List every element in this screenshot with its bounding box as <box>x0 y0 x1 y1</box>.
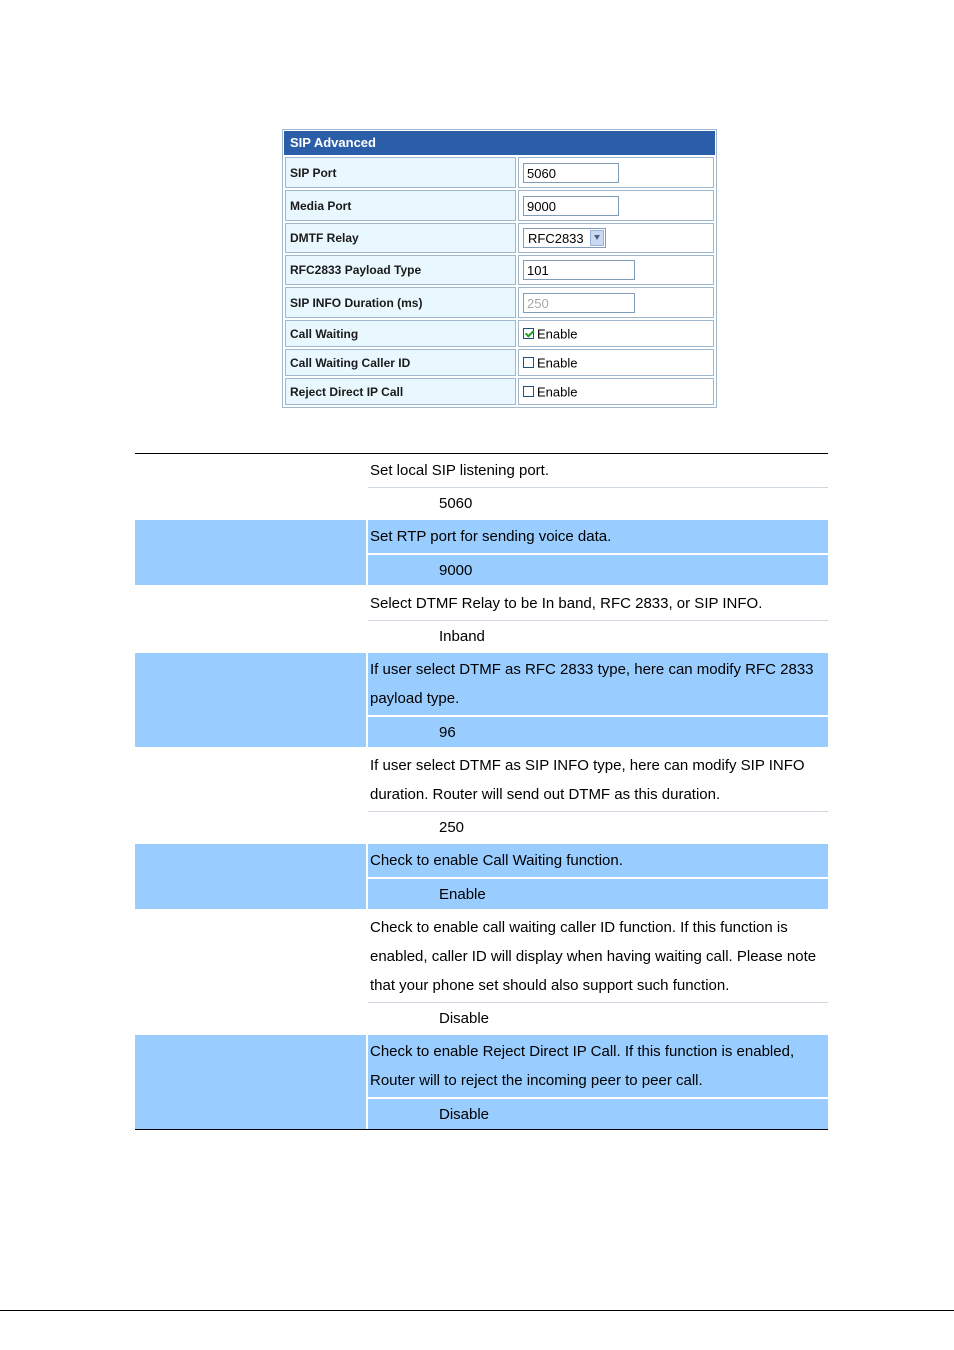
media-port-input[interactable]: 9000 <box>523 196 619 216</box>
settings-row <box>285 255 714 285</box>
desc-text: If user select DTMF as RFC 2833 type, here can modify RFC 2833 payload type. <box>368 653 828 715</box>
desc-row-dtmf-relay <box>135 585 828 651</box>
settings-row <box>285 223 714 253</box>
dtmf-relay-label: DMTF Relay <box>285 223 516 253</box>
desc-default: Disable <box>368 1002 828 1033</box>
desc-default: Disable <box>368 1097 828 1129</box>
desc-text: Check to enable Reject Direct IP Call. If this function is enabled, Router will to reject the incoming peer to peer call. <box>368 1035 828 1097</box>
settings-row <box>285 378 714 405</box>
desc-text: Set local SIP listening port. <box>370 462 549 479</box>
description-table <box>135 453 828 1130</box>
desc-row-payload-type <box>135 651 828 747</box>
payload-type-input[interactable]: 101 <box>523 260 635 280</box>
reject-ip-call-checkbox[interactable] <box>523 386 534 397</box>
call-waiting-label: Call Waiting <box>285 320 516 347</box>
desc-text: If user select DTMF as SIP INFO type, here can modify SIP INFO duration. Router will send out DTMF as this duration. <box>370 757 805 803</box>
caller-id-checkbox[interactable] <box>523 357 534 368</box>
caller-id-enable-label: Enable <box>537 355 578 371</box>
settings-row <box>285 157 714 188</box>
settings-row <box>285 320 714 347</box>
sip-advanced-panel <box>282 129 717 408</box>
desc-default: Inband <box>368 620 828 651</box>
desc-row-media-port <box>135 518 828 585</box>
payload-type-label: RFC2833 Payload Type <box>285 255 516 285</box>
call-waiting-enable-label: Enable <box>537 326 578 342</box>
call-waiting-checkbox[interactable] <box>523 328 534 339</box>
sip-info-duration-input: 250 <box>523 293 635 313</box>
settings-row <box>285 287 714 318</box>
desc-default: 96 <box>368 715 828 747</box>
desc-text: Select DTMF Relay to be In band, RFC 2833, or SIP INFO. <box>370 595 763 612</box>
desc-text: Set RTP port for sending voice data. <box>368 520 828 553</box>
reject-ip-call-label: Reject Direct IP Call <box>285 378 516 405</box>
caller-id-label: Call Waiting Caller ID <box>285 349 516 376</box>
desc-row-reject-ip-call <box>135 1033 828 1129</box>
desc-default: 250 <box>368 811 828 842</box>
chevron-down-icon[interactable] <box>590 230 604 246</box>
sip-port-label: SIP Port <box>285 157 516 188</box>
sip-port-input[interactable]: 5060 <box>523 163 619 183</box>
sip-info-duration-label: SIP INFO Duration (ms) <box>285 287 516 318</box>
desc-text: Check to enable call waiting caller ID function. If this function is enabled, caller ID will display when having waiting call. Please note that your phone set should also support such function. <box>370 919 817 994</box>
desc-default: 9000 <box>368 553 828 585</box>
panel-title: SIP Advanced <box>284 131 715 155</box>
desc-default: Enable <box>368 877 828 909</box>
settings-row <box>285 190 714 221</box>
desc-row-sip-info-duration <box>135 747 828 842</box>
settings-table <box>283 155 716 407</box>
dtmf-relay-selected: RFC2833 <box>528 230 584 246</box>
footer-rule <box>0 1310 954 1311</box>
desc-default: 5060 <box>368 487 828 518</box>
desc-text: Check to enable Call Waiting function. <box>368 844 828 877</box>
desc-row-call-waiting <box>135 842 828 909</box>
reject-ip-call-enable-label: Enable <box>537 384 578 400</box>
dtmf-relay-select[interactable] <box>523 228 606 248</box>
desc-row-sip-port <box>135 454 828 518</box>
desc-row-caller-id <box>135 909 828 1033</box>
settings-row <box>285 349 714 376</box>
media-port-label: Media Port <box>285 190 516 221</box>
